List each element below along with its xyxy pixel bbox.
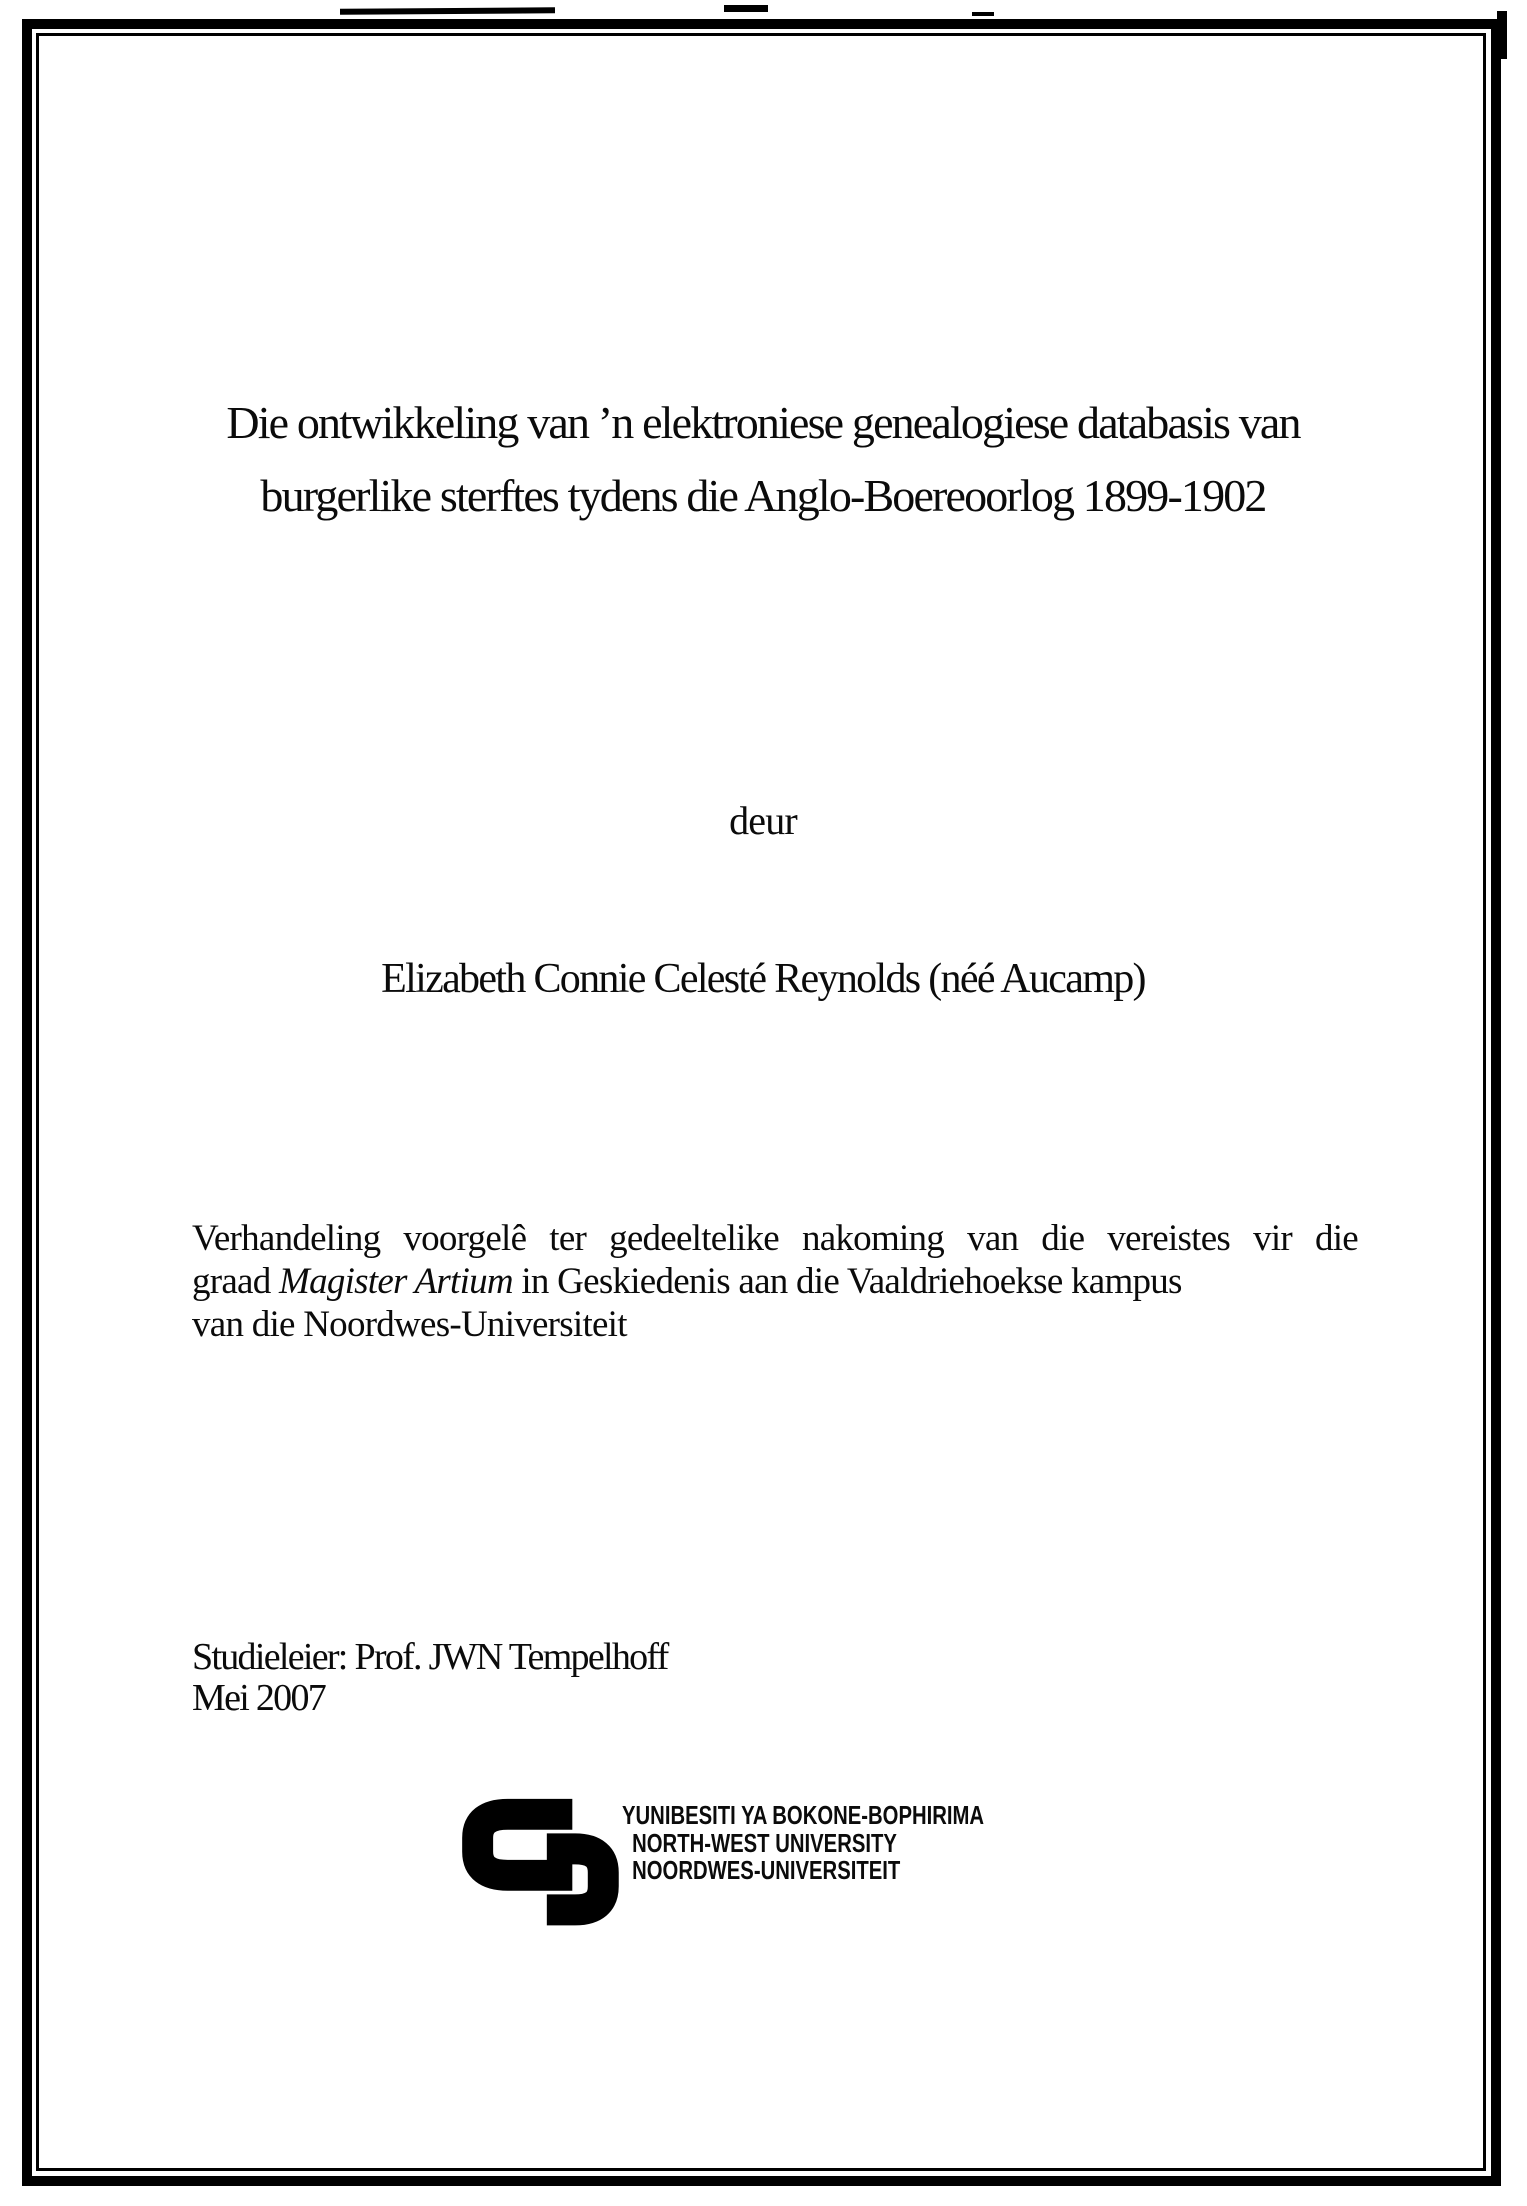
statement-line-3: van die Noordwes-Universiteit [192,1304,627,1345]
degree-name-italic: Magister Artium [278,1261,513,1302]
scan-artifact [1497,11,1507,59]
logo-line-english: NORTH-WEST UNIVERSITY [632,1827,897,1858]
date-line: Mei 2007 [192,1677,326,1719]
scan-artifact [972,12,994,16]
scan-artifact [340,7,555,15]
statement-line-2-pre: graad [192,1261,279,1302]
title-line-2: burgerlike sterftes tydens die Anglo-Boereoorlog 1899-1902 [260,470,1266,521]
degree-statement [192,1217,1358,1346]
university-logo-text [622,1802,984,1885]
scan-artifact [724,5,768,12]
logo-line-setswana: YUNIBESITI YA BOKONE-BOPHIRIMA [622,1800,985,1830]
statement-line-2 [192,1260,1358,1303]
thesis-title [183,386,1343,532]
statement-line-1: Verhandeling voorgelê ter gedeeltelike nakoming van die vereistes vir die [192,1218,1358,1259]
supervisor-line: Studieleier: Prof. JWN Tempelhoff [192,1636,668,1678]
byline-deur: deur [729,798,797,843]
statement-line-2-post: in Geskiedenis aan die Vaaldriehoekse kampus [512,1261,1182,1302]
supervisor-block [192,1637,668,1719]
title-line-1: Die ontwikkeling van ’n elektroniese genealogiese databasis van [226,397,1300,448]
logo-line-afrikaans: NOORDWES-UNIVERSITEIT [632,1855,901,1885]
author-name: Elizabeth Connie Celesté Reynolds (néé Aucamp) [381,956,1145,1002]
nwu-logo-icon [460,1797,620,1929]
